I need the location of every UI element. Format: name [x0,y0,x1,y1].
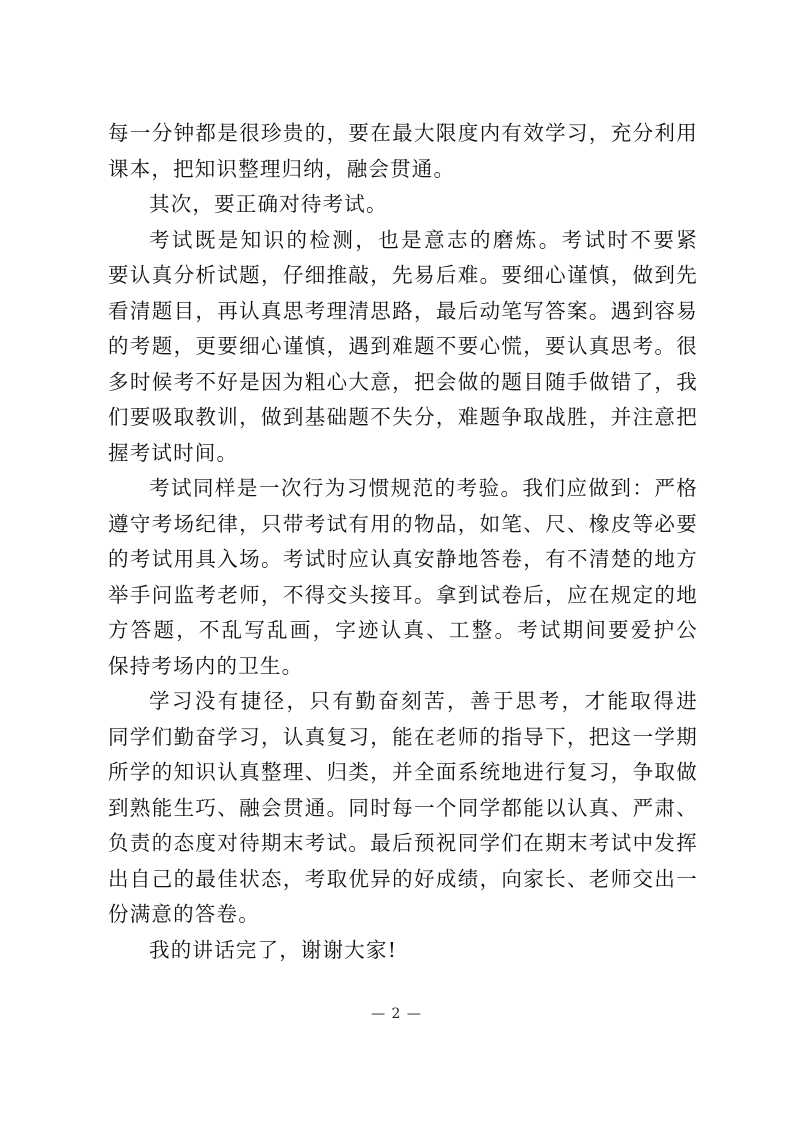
text-line: 看清题目，再认真思考理清思路，最后动笔写答案。遇到容易 [108,298,698,323]
text-line: 要认真分析试题，仔细推敲，先易后难。要细心谨慎，做到先 [108,263,698,287]
text-line: 握考试时间。 [108,440,239,465]
text-line: 同学们勤奋学习，认真复习，能在老师的指导下，把这一学期 [108,724,698,749]
text-line: 保持考场内的卫生。 [108,653,304,678]
body-text [108,116,698,968]
text-line: 们要吸取教训，做到基础题不失分，难题争取战胜，并注意把 [108,405,698,429]
text-line: 方答题，不乱写乱画，字迹认真、工整。考试期间要爱护公 [108,618,698,642]
closing-line: 我的讲话完了，谢谢大家! [149,937,398,962]
page-number: — 2 — [371,1006,422,1022]
section-heading: 其次，要正确对待考试。 [149,192,388,216]
text-line: 多时候考不好是因为粗心大意，把会做的题目随手做错了，我 [108,369,698,394]
text-line: 的考试用具入场。考试时应认真安静地答卷，有不清楚的地方 [108,547,698,571]
text-line: 遵守考场纪律，只带考试有用的物品，如笔、尺、橡皮等必要 [108,511,698,536]
text-line: 考试同样是一次行为习惯规范的考验。我们应做到：严格 [149,476,698,500]
text-line: 份满意的答卷。 [108,902,260,926]
text-line: 出自己的最佳状态，考取优异的好成绩，向家长、老师交出一 [108,866,698,891]
text-line: 课本，把知识整理归纳，融会贯通。 [108,156,456,181]
text-line: 的考题，更要细心谨慎，遇到难题不要心慌，要认真思考。很 [108,334,698,358]
text-line: 每一分钟都是很珍贵的，要在最大限度内有效学习，充分利用 [108,121,698,145]
text-line: 负责的态度对待期末考试。最后预祝同学们在期末考试中发挥 [108,831,698,855]
text-line: 考试既是知识的检测，也是意志的磨炼。考试时不要紧 [149,227,698,252]
text-line: 所学的知识认真整理、归类，并全面系统地进行复习，争取做 [108,760,698,784]
text-line: 学习没有捷径，只有勤奋刻苦，善于思考，才能取得进 [149,689,698,713]
text-line: 举手问监考老师，不得交头接耳。拿到试卷后，应在规定的地 [108,582,698,607]
text-line: 到熟能生巧、融会贯通。同时每一个同学都能以认真、严肃、 [108,795,698,820]
